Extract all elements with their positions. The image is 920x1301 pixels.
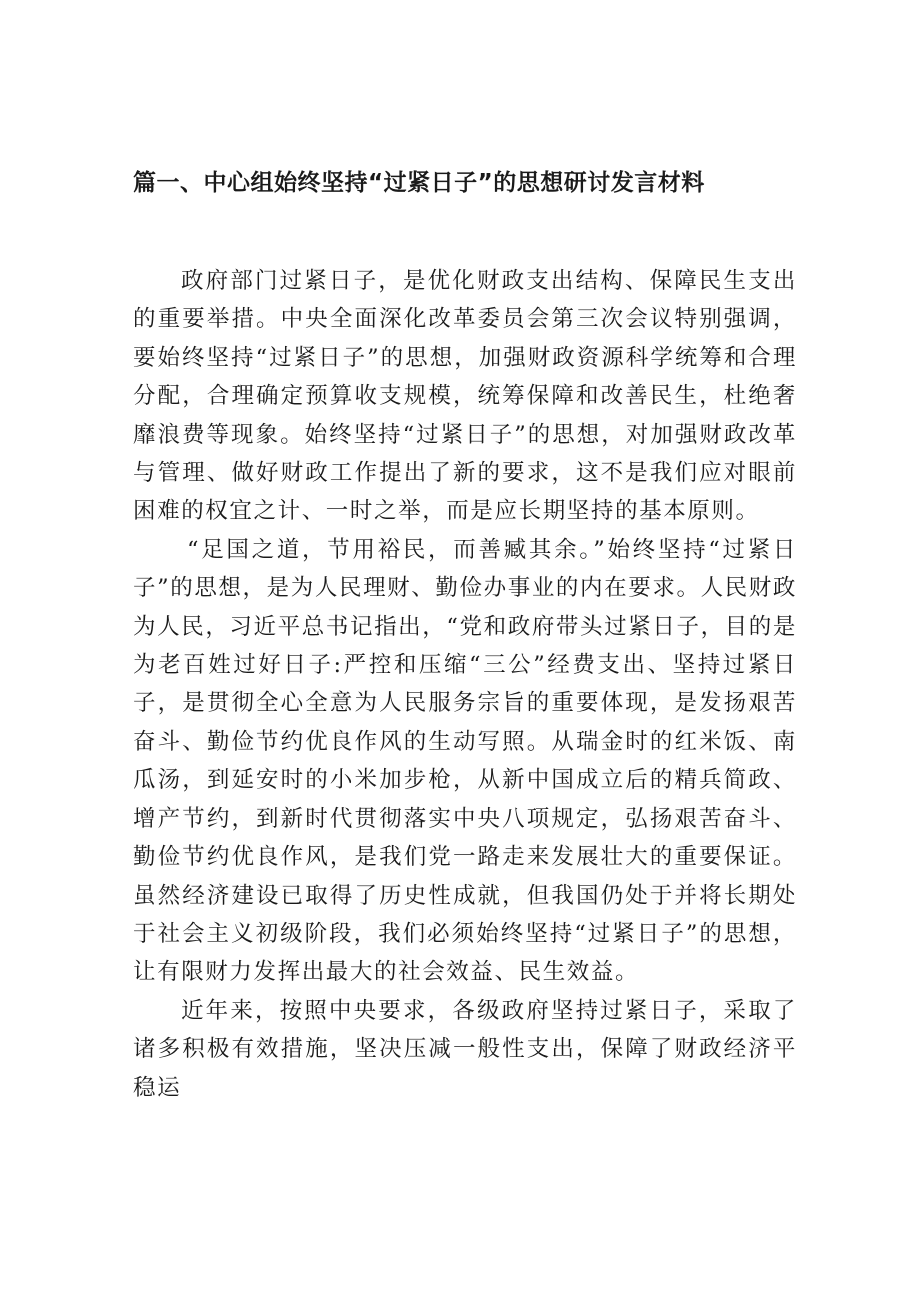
paragraph-3: 近年来，按照中央要求，各级政府坚持过紧日子，采取了诸多积极有效措施，坚决压减一般性支出，保障了财政经济平稳运 bbox=[133, 997, 797, 1101]
paragraph-2: “足国之道，节用裕民，而善臧其余。”始终坚持“过紧日子”的思想，是为人民理财、勤俭办事业的内在要求。人民财政为人民，习近平总书记指出，“党和政府带头过紧日子，目的是为老百姓过好日子:严控和压缩“三公”经费支出、坚持过紧日子，是贯彻全心全意为人民服务宗旨的重要体现，是发扬艰苦奋斗、勤俭节约优良作风的生动写照。从瑞金时的红米饭、南瓜汤，到延安时的小米加步枪，从新中国成立后的精兵简政、增产节约，到新时代贯彻落实中央八项规定，弘扬艰苦奋斗、勤俭节约优良作风，是我们党一路走来发展壮大的重要保证。虽然经济建设已取得了历史性成就，但我国仍处于并将长期处于社会主义初级阶段，我们必须始终坚持“过紧日子”的思想，让有限财力发挥出最大的社会效益、民生效益。 bbox=[133, 536, 797, 986]
document-title: 篇一、中心组始终坚持“过紧日子”的思想研讨发言材料 bbox=[133, 170, 705, 196]
document-body bbox=[133, 262, 797, 1107]
paragraph-1: 政府部门过紧日子，是优化财政支出结构、保障民生支出的重要举措。中央全面深化改革委员会第三次会议特别强调，要始终坚持“过紧日子”的思想，加强财政资源科学统筹和合理分配，合理确定预算收支规模，统筹保障和改善民生，杜绝奢靡浪费等现象。始终坚持“过紧日子”的思想，对加强财政改革与管理、做好财政工作提出了新的要求，这不是我们应对眼前困难的权宜之计、一时之举，而是应长期坚持的基本原则。 bbox=[133, 268, 797, 525]
